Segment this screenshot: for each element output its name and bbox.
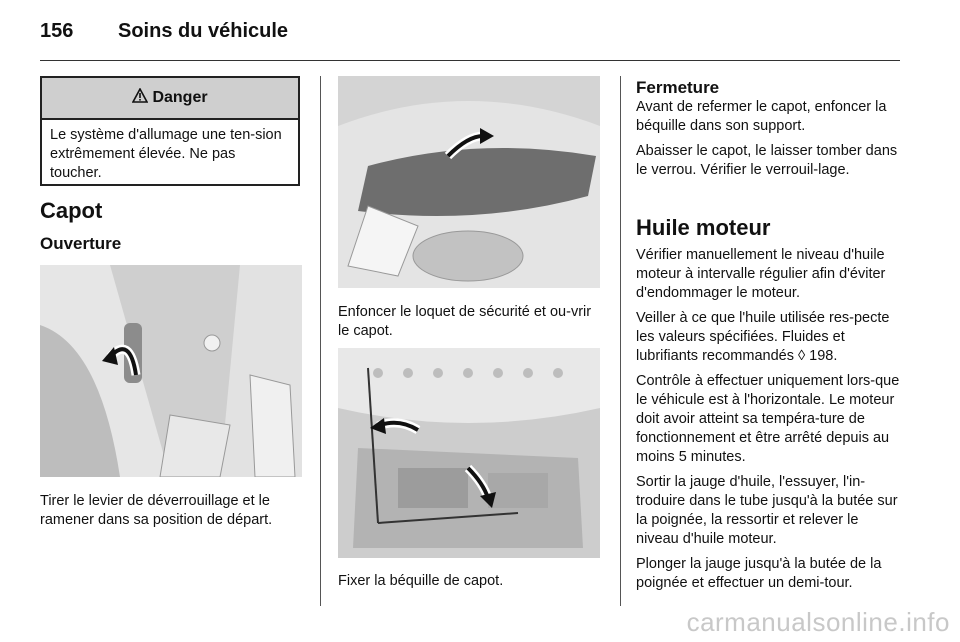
huile-paragraph-2: Veiller à ce que l'huile utilisée res-pecte les valeurs spécifiées. Fluides et lubrifiants recommandés ◊ 198. <box>636 310 890 364</box>
fermeture-paragraph-1: Avant de refermer le capot, enfoncer la béquille dans son support. <box>636 99 887 134</box>
danger-box <box>40 76 300 186</box>
subsection-title-fermeture: Fermeture <box>636 78 720 97</box>
huile-paragraph-1: Vérifier manuellement le niveau d'huile moteur à intervalle régulier afin d'éviter d'endommager le moteur. <box>636 247 886 301</box>
huile-paragraph-5: Plonger la jauge jusqu'à la butée de la poignée et effectuer un demi-tour. <box>636 556 882 591</box>
watermark: carmanualsonline.info <box>686 607 950 637</box>
figure-hood-prop <box>338 348 600 558</box>
page-title: Soins du véhicule <box>118 20 289 42</box>
huile-paragraph-4: Sortir la jauge d'huile, l'essuyer, l'in-troduire dans le tube jusqu'à la butée sur la poignée, la ressortir et relever le niveau d'huile moteur. <box>636 474 898 547</box>
fermeture-paragraph-2: Abaisser le capot, le laisser tomber dans le verrou. Vérifier le verrouil-lage. <box>636 143 898 178</box>
danger-text: Le système d'allumage une ten-sion extrêmement élevée. Ne pas toucher. <box>50 127 282 181</box>
section-title-capot: Capot <box>40 198 103 223</box>
figure-hood-latch <box>338 76 600 288</box>
page-number: 156 <box>40 20 74 42</box>
column-divider-left <box>320 76 321 606</box>
figure-release-lever <box>40 265 302 477</box>
warning-triangle-icon <box>132 88 148 108</box>
huile-paragraph-3: Contrôle à effectuer uniquement lors-que le véhicule est à l'horizontale. Le moteur doit avoir atteint sa tempéra-ture de fonctionnement et être arrêté depuis au moins 5 minutes. <box>636 373 900 465</box>
section-title-huile-moteur: Huile moteur <box>636 215 771 240</box>
fermeture-text <box>636 98 902 186</box>
column-divider-right <box>620 76 621 606</box>
caption-release-lever: Tirer le levier de déverrouillage et le ramener dans sa position de départ. <box>40 493 273 528</box>
huile-moteur-text <box>636 246 902 599</box>
subsection-title-ouverture: Ouverture <box>40 234 122 253</box>
caption-hood-latch: Enfoncer le loquet de sécurité et ou-vrir le capot. <box>338 304 592 339</box>
caption-hood-prop: Fixer la béquille de capot. <box>338 573 504 589</box>
danger-header <box>42 78 298 120</box>
header-divider <box>40 60 900 61</box>
danger-label: Danger <box>152 89 208 106</box>
